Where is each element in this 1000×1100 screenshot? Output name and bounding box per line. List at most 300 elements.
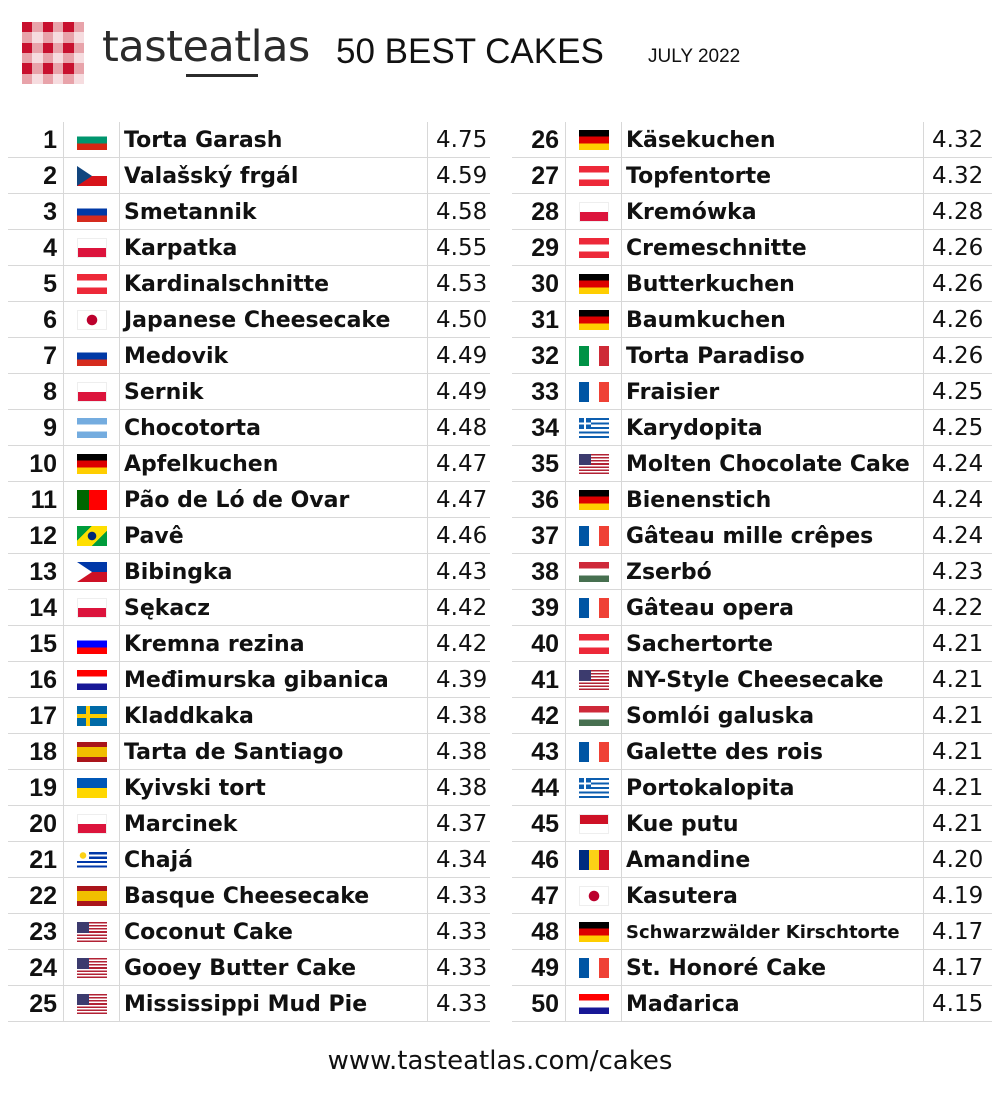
- logo-square: [74, 32, 84, 42]
- logo-square: [32, 32, 42, 42]
- poland-flag-icon: [77, 814, 107, 834]
- ranking-row[interactable]: [8, 590, 490, 626]
- cake-name[interactable]: Amandine: [622, 842, 924, 878]
- slovenia-flag-icon: [77, 634, 107, 654]
- rank-number: 35: [512, 446, 566, 482]
- rank-number: 39: [512, 590, 566, 626]
- flag-cell: [566, 266, 622, 302]
- flag-cell: [64, 806, 120, 842]
- cake-name[interactable]: Baumkuchen: [622, 302, 924, 338]
- rank-number: 9: [8, 410, 64, 446]
- ranking-row[interactable]: [8, 338, 490, 374]
- usa-flag-icon: [579, 454, 609, 474]
- ranking-row[interactable]: [8, 158, 490, 194]
- rating-score: 4.32: [932, 163, 984, 189]
- flag-cell: [64, 986, 120, 1022]
- poland-flag-icon: [77, 382, 107, 402]
- cake-name[interactable]: Mađarica: [622, 986, 924, 1022]
- flag-cell: [64, 878, 120, 914]
- rank-number: 19: [8, 770, 64, 806]
- flag-cell: [64, 338, 120, 374]
- rank-number: 28: [512, 194, 566, 230]
- ranking-row[interactable]: [8, 842, 490, 878]
- ranking-row[interactable]: [512, 446, 992, 482]
- ranking-row[interactable]: [8, 230, 490, 266]
- page-title: 50 BEST CAKES: [336, 32, 604, 71]
- flag-cell: [64, 482, 120, 518]
- logo-square: [43, 63, 53, 73]
- ranking-row[interactable]: [512, 266, 992, 302]
- flag-cell: [64, 410, 120, 446]
- rating-score: 4.34: [436, 847, 488, 873]
- cake-name[interactable]: Fraisier: [622, 374, 924, 410]
- cake-name[interactable]: Portokalopita: [622, 770, 924, 806]
- ranking-row[interactable]: [8, 410, 490, 446]
- logo-square: [63, 53, 73, 63]
- logo-square: [43, 74, 53, 84]
- rank-number: 50: [512, 986, 566, 1022]
- logo-square: [43, 43, 53, 53]
- rating-score: 4.33: [436, 955, 488, 981]
- ranking-row[interactable]: [512, 914, 992, 950]
- rank-number: 8: [8, 374, 64, 410]
- rank-number: 30: [512, 266, 566, 302]
- ranking-row[interactable]: [512, 230, 992, 266]
- logo-square: [22, 63, 32, 73]
- france-flag-icon: [579, 382, 609, 402]
- cake-name[interactable]: Coconut Cake: [120, 914, 428, 950]
- ranking-row[interactable]: [512, 806, 992, 842]
- rating-score: 4.21: [932, 667, 984, 693]
- ranking-row[interactable]: [512, 518, 992, 554]
- logo-square: [74, 74, 84, 84]
- germany-flag-icon: [579, 274, 609, 294]
- rating-score: 4.26: [932, 343, 984, 369]
- flag-cell: [566, 158, 622, 194]
- ranking-row[interactable]: [512, 698, 992, 734]
- ranking-row[interactable]: [512, 158, 992, 194]
- rating-score: 4.26: [932, 235, 984, 261]
- footer-url[interactable]: www.tasteatlas.com/cakes: [327, 1046, 673, 1076]
- logo-square: [74, 53, 84, 63]
- cake-name[interactable]: Somlói galuska: [622, 698, 924, 734]
- logo-square: [53, 43, 63, 53]
- argentina-flag-icon: [77, 418, 107, 438]
- flag-cell: [566, 410, 622, 446]
- cake-name[interactable]: Kremówka: [622, 194, 924, 230]
- logo-square: [32, 63, 42, 73]
- flag-cell: [566, 878, 622, 914]
- france-flag-icon: [579, 526, 609, 546]
- ranking-row[interactable]: [512, 842, 992, 878]
- rating-score: 4.32: [932, 127, 984, 153]
- logo-square: [53, 22, 63, 32]
- rank-number: 22: [8, 878, 64, 914]
- ranking-row[interactable]: [512, 338, 992, 374]
- logo-square: [22, 32, 32, 42]
- romania-flag-icon: [579, 850, 609, 870]
- rating-score: 4.49: [436, 343, 488, 369]
- rank-number: 2: [8, 158, 64, 194]
- cake-name[interactable]: Karydopita: [622, 410, 924, 446]
- rank-number: 18: [8, 734, 64, 770]
- poland-flag-icon: [77, 598, 107, 618]
- cake-name[interactable]: Smetannik: [120, 194, 428, 230]
- rank-number: 21: [8, 842, 64, 878]
- rank-number: 37: [512, 518, 566, 554]
- rank-number: 14: [8, 590, 64, 626]
- germany-flag-icon: [77, 454, 107, 474]
- cake-name[interactable]: Sachertorte: [622, 626, 924, 662]
- ranking-row[interactable]: [8, 446, 490, 482]
- flag-cell: [566, 482, 622, 518]
- rating-score: 4.21: [932, 811, 984, 837]
- ranking-row[interactable]: [512, 410, 992, 446]
- logo-square: [53, 32, 63, 42]
- ranking-row[interactable]: [512, 554, 992, 590]
- rank-number: 41: [512, 662, 566, 698]
- cake-name[interactable]: Mississippi Mud Pie: [120, 986, 428, 1022]
- cake-name[interactable]: Basque Cheesecake: [120, 878, 428, 914]
- cake-name[interactable]: Pavê: [120, 518, 428, 554]
- flag-cell: [566, 194, 622, 230]
- rank-number: 38: [512, 554, 566, 590]
- indonesia-flag-icon: [579, 814, 609, 834]
- rating-score: 4.53: [436, 271, 488, 297]
- logo-square: [32, 53, 42, 63]
- france-flag-icon: [579, 958, 609, 978]
- ranking-row[interactable]: [512, 950, 992, 986]
- flag-cell: [64, 518, 120, 554]
- ranking-column-right: [512, 122, 992, 1022]
- ranking-row[interactable]: [512, 662, 992, 698]
- uruguay-flag-icon: [77, 850, 107, 870]
- cake-name[interactable]: Sernik: [120, 374, 428, 410]
- rating-score: 4.37: [436, 811, 488, 837]
- cake-name[interactable]: Kyivski tort: [120, 770, 428, 806]
- rating-score: 4.23: [932, 559, 984, 585]
- ranking-row[interactable]: [8, 266, 490, 302]
- rank-number: 7: [8, 338, 64, 374]
- logo-square: [32, 74, 42, 84]
- rank-number: 33: [512, 374, 566, 410]
- flag-cell: [64, 950, 120, 986]
- cake-name[interactable]: Gooey Butter Cake: [120, 950, 428, 986]
- logo-square: [63, 63, 73, 73]
- ranking-row[interactable]: [512, 770, 992, 806]
- rank-number: 12: [8, 518, 64, 554]
- cake-name[interactable]: St. Honoré Cake: [622, 950, 924, 986]
- austria-flag-icon: [579, 634, 609, 654]
- cake-name[interactable]: Pão de Ló de Ovar: [120, 482, 428, 518]
- cake-name[interactable]: Kardinalschnitte: [120, 266, 428, 302]
- ranking-row[interactable]: [8, 122, 490, 158]
- logo-square: [63, 74, 73, 84]
- cake-name[interactable]: Gâteau mille crêpes: [622, 518, 924, 554]
- ranking-row[interactable]: [512, 590, 992, 626]
- ranking-row[interactable]: [8, 878, 490, 914]
- usa-flag-icon: [579, 670, 609, 690]
- flag-cell: [64, 122, 120, 158]
- rating-score: 4.15: [932, 991, 984, 1017]
- rank-number: 15: [8, 626, 64, 662]
- ranking-column-left: [8, 122, 490, 1022]
- rating-score: 4.50: [436, 307, 488, 333]
- spain-flag-icon: [77, 886, 107, 906]
- brazil-flag-icon: [77, 526, 107, 546]
- ranking-row[interactable]: [512, 734, 992, 770]
- rating-score: 4.19: [932, 883, 984, 909]
- flag-cell: [64, 554, 120, 590]
- ranking-row[interactable]: [512, 482, 992, 518]
- cake-name[interactable]: Kremna rezina: [120, 626, 428, 662]
- rating-score: 4.26: [932, 307, 984, 333]
- ranking-row[interactable]: [8, 302, 490, 338]
- rating-score: 4.22: [932, 595, 984, 621]
- flag-cell: [566, 302, 622, 338]
- cake-name[interactable]: Torta Garash: [120, 122, 428, 158]
- japan-flag-icon: [77, 310, 107, 330]
- cake-name[interactable]: Zserbó: [622, 554, 924, 590]
- poland-flag-icon: [77, 238, 107, 258]
- russia-flag-icon: [77, 202, 107, 222]
- flag-cell: [64, 374, 120, 410]
- ranking-row[interactable]: [512, 374, 992, 410]
- cake-name[interactable]: Cremeschnitte: [622, 230, 924, 266]
- rank-number: 26: [512, 122, 566, 158]
- rating-score: 4.17: [932, 955, 984, 981]
- logo-square: [53, 63, 63, 73]
- ranking-row[interactable]: [8, 950, 490, 986]
- cake-name[interactable]: Apfelkuchen: [120, 446, 428, 482]
- rank-number: 25: [8, 986, 64, 1022]
- ranking-row[interactable]: [8, 662, 490, 698]
- logo-square: [32, 22, 42, 32]
- flag-cell: [64, 446, 120, 482]
- cake-name[interactable]: Kue putu: [622, 806, 924, 842]
- rank-number: 27: [512, 158, 566, 194]
- flag-cell: [566, 950, 622, 986]
- rating-score: 4.58: [436, 199, 488, 225]
- logo-square: [63, 32, 73, 42]
- usa-flag-icon: [77, 994, 107, 1014]
- flag-cell: [64, 770, 120, 806]
- rank-number: 49: [512, 950, 566, 986]
- rating-score: 4.21: [932, 631, 984, 657]
- hungary-flag-icon: [579, 562, 609, 582]
- rating-score: 4.46: [436, 523, 488, 549]
- cake-name[interactable]: Marcinek: [120, 806, 428, 842]
- cake-name[interactable]: Kasutera: [622, 878, 924, 914]
- logo-square: [22, 74, 32, 84]
- cake-name[interactable]: Chocotorta: [120, 410, 428, 446]
- rating-score: 4.47: [436, 487, 488, 513]
- logo-square: [43, 22, 53, 32]
- cake-name[interactable]: Topfentorte: [622, 158, 924, 194]
- cake-name[interactable]: Bibingka: [120, 554, 428, 590]
- rating-score: 4.33: [436, 991, 488, 1017]
- rating-score: 4.42: [436, 595, 488, 621]
- rating-score: 4.25: [932, 379, 984, 405]
- flag-cell: [566, 770, 622, 806]
- flag-cell: [64, 914, 120, 950]
- rating-score: 4.28: [932, 199, 984, 225]
- cake-name[interactable]: Galette des rois: [622, 734, 924, 770]
- usa-flag-icon: [77, 958, 107, 978]
- flag-cell: [566, 914, 622, 950]
- rank-number: 11: [8, 482, 64, 518]
- rating-score: 4.38: [436, 703, 488, 729]
- cake-name[interactable]: Tarta de Santiago: [120, 734, 428, 770]
- japan-flag-icon: [579, 886, 609, 906]
- cake-name[interactable]: Valašský frgál: [120, 158, 428, 194]
- rating-score: 4.21: [932, 775, 984, 801]
- rating-score: 4.48: [436, 415, 488, 441]
- cake-name[interactable]: Gâteau opera: [622, 590, 924, 626]
- cake-name[interactable]: Japanese Cheesecake: [120, 302, 428, 338]
- cake-name[interactable]: Kladdkaka: [120, 698, 428, 734]
- ranking-row[interactable]: [8, 194, 490, 230]
- italy-flag-icon: [579, 346, 609, 366]
- rank-number: 34: [512, 410, 566, 446]
- logo-square: [63, 22, 73, 32]
- flag-cell: [64, 158, 120, 194]
- cake-name[interactable]: Medovik: [120, 338, 428, 374]
- cake-name[interactable]: Sękacz: [120, 590, 428, 626]
- austria-flag-icon: [77, 274, 107, 294]
- rank-number: 46: [512, 842, 566, 878]
- bulgaria-flag-icon: [77, 130, 107, 150]
- rating-score: 4.25: [932, 415, 984, 441]
- flag-cell: [566, 986, 622, 1022]
- header: [0, 0, 1000, 110]
- rank-number: 43: [512, 734, 566, 770]
- ranking-row[interactable]: [8, 986, 490, 1022]
- ranking-row[interactable]: [8, 698, 490, 734]
- rank-number: 44: [512, 770, 566, 806]
- rank-number: 32: [512, 338, 566, 374]
- flag-cell: [64, 842, 120, 878]
- rank-number: 42: [512, 698, 566, 734]
- flag-cell: [64, 302, 120, 338]
- tasteatlas-logo-icon: [22, 22, 84, 84]
- cake-name[interactable]: Karpatka: [120, 230, 428, 266]
- flag-cell: [64, 266, 120, 302]
- ranking-row[interactable]: [512, 986, 992, 1022]
- rank-number: 48: [512, 914, 566, 950]
- rank-number: 24: [8, 950, 64, 986]
- germany-flag-icon: [579, 922, 609, 942]
- brand-underline: [186, 74, 258, 77]
- greece-flag-icon: [579, 418, 609, 438]
- flag-cell: [566, 446, 622, 482]
- ranking-row[interactable]: [8, 734, 490, 770]
- logo-square: [53, 53, 63, 63]
- cake-name[interactable]: Bienenstich: [622, 482, 924, 518]
- sweden-flag-icon: [77, 706, 107, 726]
- brand-name: tasteatlas: [102, 22, 310, 72]
- rating-score: 4.39: [436, 667, 488, 693]
- ranking-row[interactable]: [512, 302, 992, 338]
- rating-score: 4.24: [932, 487, 984, 513]
- austria-flag-icon: [579, 238, 609, 258]
- flag-cell: [566, 374, 622, 410]
- flag-cell: [566, 806, 622, 842]
- rating-score: 4.21: [932, 739, 984, 765]
- rating-score: 4.42: [436, 631, 488, 657]
- flag-cell: [566, 518, 622, 554]
- rating-score: 4.59: [436, 163, 488, 189]
- flag-cell: [64, 662, 120, 698]
- cake-name[interactable]: Chajá: [120, 842, 428, 878]
- flag-cell: [64, 230, 120, 266]
- cake-name[interactable]: Molten Chocolate Cake: [622, 446, 924, 482]
- rating-score: 4.55: [436, 235, 488, 261]
- ranking-row[interactable]: [8, 374, 490, 410]
- croatia-flag-icon: [579, 994, 609, 1014]
- flag-cell: [64, 590, 120, 626]
- logo-square: [74, 22, 84, 32]
- poland-flag-icon: [579, 202, 609, 222]
- rating-score: 4.38: [436, 775, 488, 801]
- flag-cell: [566, 734, 622, 770]
- flag-cell: [566, 122, 622, 158]
- logo-square: [22, 43, 32, 53]
- cake-name[interactable]: Schwarzwälder Kirschtorte: [622, 914, 924, 950]
- rank-number: 5: [8, 266, 64, 302]
- cake-name[interactable]: NY-Style Cheesecake: [622, 662, 924, 698]
- ranking-row[interactable]: [8, 518, 490, 554]
- flag-cell: [566, 842, 622, 878]
- cake-name[interactable]: Käsekuchen: [622, 122, 924, 158]
- ranking-row[interactable]: [8, 482, 490, 518]
- rating-score: 4.26: [932, 271, 984, 297]
- rating-score: 4.38: [436, 739, 488, 765]
- rank-number: 1: [8, 122, 64, 158]
- germany-flag-icon: [579, 490, 609, 510]
- germany-flag-icon: [579, 310, 609, 330]
- ranking-row[interactable]: [8, 806, 490, 842]
- croatia-flag-icon: [77, 670, 107, 690]
- ranking-row[interactable]: [512, 122, 992, 158]
- cake-name[interactable]: Torta Paradiso: [622, 338, 924, 374]
- ukraine-flag-icon: [77, 778, 107, 798]
- ranking-row[interactable]: [8, 626, 490, 662]
- france-flag-icon: [579, 598, 609, 618]
- ranking-row[interactable]: [512, 878, 992, 914]
- ranking-row[interactable]: [8, 554, 490, 590]
- ranking-row[interactable]: [8, 914, 490, 950]
- ranking-row[interactable]: [8, 770, 490, 806]
- logo-square: [22, 22, 32, 32]
- ranking-row[interactable]: [512, 626, 992, 662]
- flag-cell: [64, 734, 120, 770]
- philippines-flag-icon: [77, 562, 107, 582]
- flag-cell: [566, 662, 622, 698]
- ranking-row[interactable]: [512, 194, 992, 230]
- rating-score: 4.43: [436, 559, 488, 585]
- rating-score: 4.17: [932, 919, 984, 945]
- logo-square: [74, 43, 84, 53]
- cake-name[interactable]: Međimurska gibanica: [120, 662, 428, 698]
- flag-cell: [64, 698, 120, 734]
- austria-flag-icon: [579, 166, 609, 186]
- rating-score: 4.21: [932, 703, 984, 729]
- cake-name[interactable]: Butterkuchen: [622, 266, 924, 302]
- greece-flag-icon: [579, 778, 609, 798]
- flag-cell: [566, 230, 622, 266]
- rank-number: 47: [512, 878, 566, 914]
